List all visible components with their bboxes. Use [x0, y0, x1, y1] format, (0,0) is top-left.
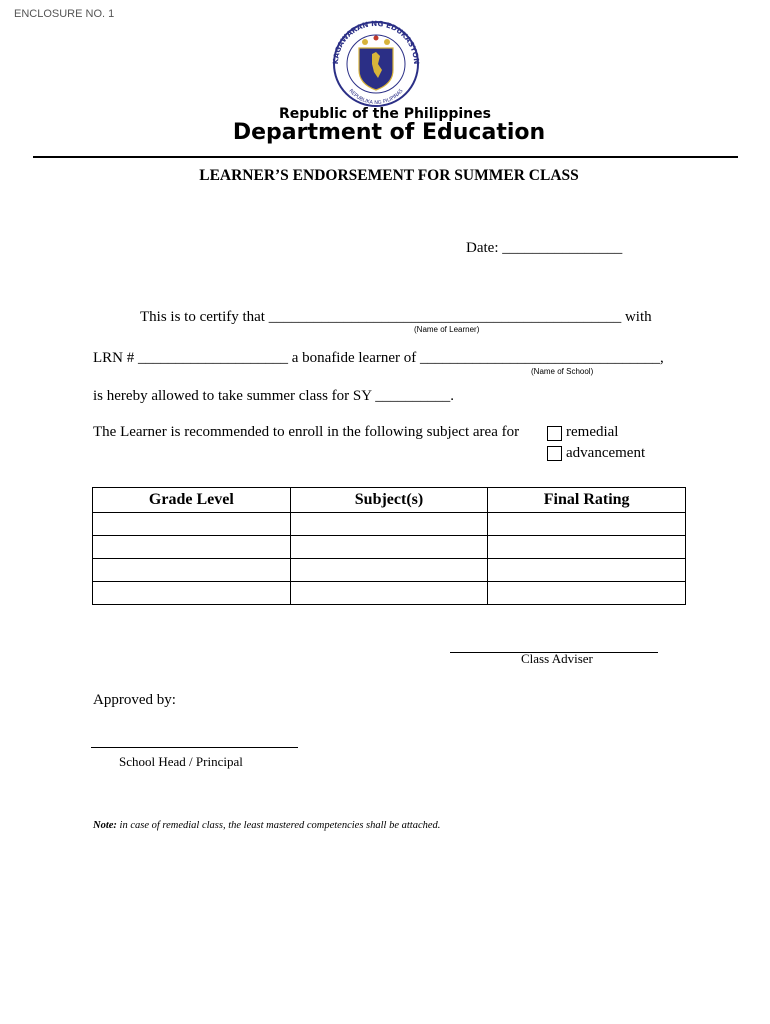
advancement-checkbox[interactable]	[547, 446, 562, 461]
enclosure-label: ENCLOSURE NO. 1	[14, 8, 115, 20]
table-row	[93, 536, 686, 559]
table-cell[interactable]	[488, 513, 686, 536]
subjects-header: Subject(s)	[290, 488, 488, 513]
school-head-label: School Head / Principal	[119, 754, 243, 769]
svg-text:KAGAWARAN NG EDUKASYON: KAGAWARAN NG EDUKASYON	[330, 20, 422, 65]
header-divider	[33, 156, 738, 158]
subject-rating-table	[92, 487, 686, 605]
approved-by-label: Approved by:	[93, 692, 176, 708]
table-header-row	[93, 488, 686, 513]
table-cell[interactable]	[93, 513, 291, 536]
school-head-signature-line[interactable]	[91, 747, 298, 748]
table-row	[93, 559, 686, 582]
table-cell[interactable]	[290, 536, 488, 559]
grade-level-header: Grade Level	[93, 488, 291, 513]
name-of-school-caption: (Name of School)	[531, 367, 594, 376]
form-title: LEARNER’S ENDORSEMENT FOR SUMMER CLASS	[199, 167, 579, 184]
republic-heading: Republic of the Philippines	[279, 106, 491, 122]
footnote	[93, 820, 440, 831]
remedial-checkbox[interactable]	[547, 426, 562, 441]
advancement-label: advancement	[566, 445, 646, 461]
final-rating-header: Final Rating	[488, 488, 686, 513]
table-cell[interactable]	[290, 513, 488, 536]
table-cell[interactable]	[93, 559, 291, 582]
table-cell[interactable]	[488, 559, 686, 582]
table-cell[interactable]	[488, 582, 686, 605]
table-cell[interactable]	[488, 536, 686, 559]
school-year-line[interactable]: is hereby allowed to take summer class for SY __________.	[93, 388, 455, 404]
name-of-learner-caption: (Name of Learner)	[414, 325, 480, 334]
class-adviser-label: Class Adviser	[521, 651, 593, 666]
department-heading: Department of Education	[232, 120, 546, 145]
lrn-school-line[interactable]: LRN # ____________________ a bonafide learner of ________________________________,	[93, 350, 664, 366]
table-row	[93, 513, 686, 536]
table-cell[interactable]	[93, 536, 291, 559]
note-text: in case of remedial class, the least mastered competencies shall be attached.	[116, 820, 441, 831]
remedial-label: remedial	[566, 424, 619, 440]
table-cell[interactable]	[93, 582, 291, 605]
svg-text:REPUBLIKA NG PILIPINAS: REPUBLIKA NG PILIPINAS	[347, 88, 405, 106]
table-cell[interactable]	[290, 582, 488, 605]
note-label: Note:	[93, 820, 117, 831]
certify-line[interactable]: This is to certify that _______________________________________________ with	[140, 309, 652, 325]
deped-seal-logo	[328, 20, 424, 108]
recommend-line: The Learner is recommended to enroll in the following subject area for	[93, 424, 520, 440]
table-row	[93, 582, 686, 605]
table-cell[interactable]	[290, 559, 488, 582]
date-field[interactable]: Date: ________________	[466, 240, 623, 256]
